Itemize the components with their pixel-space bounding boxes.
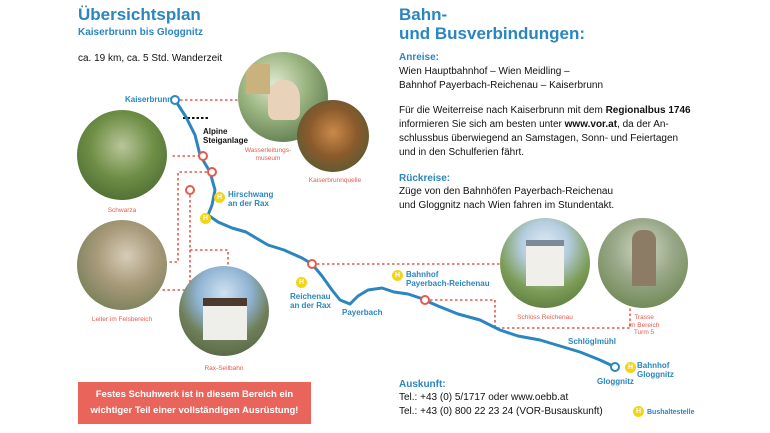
label-alpine: Alpine Steiganlage	[203, 127, 248, 145]
bus-stop-icon: H	[214, 192, 225, 203]
caption-rax: Rax-Seilbahn	[204, 365, 244, 372]
caption-schwarza: Schwarza	[107, 207, 137, 214]
plan-title: Übersichtsplan	[78, 5, 201, 24]
vor-link[interactable]: www.vor.at	[564, 119, 618, 130]
info-line: Für die Weiterreise nach Kaiserbrunn mit dem Regionalbus 1746	[399, 105, 691, 116]
warning-line: wichtiger Teil einer vollständigen Ausrüstung!	[90, 405, 299, 416]
photo-schwarza	[77, 110, 167, 200]
stop-alpine	[199, 152, 207, 160]
stop-payerbach	[421, 296, 429, 304]
rueckreise-line: und Gloggnitz nach Wien fahren im Stundentakt.	[399, 200, 615, 211]
rueckreise-line: Züge von den Bahnhöfen Payerbach-Reichenau	[399, 186, 614, 197]
photo-rax-seilbahn	[179, 266, 269, 356]
photo-leiter	[77, 220, 167, 310]
caption-leiter: Leiter im Felsbereich	[91, 316, 153, 323]
bus-stop-icon: H	[200, 213, 211, 224]
caption-quelle: Kaiserbrunnquelle	[308, 177, 362, 184]
info-line: informieren Sie sich am besten unter www.vor.at, da der An-	[399, 119, 669, 130]
footwear-warning	[78, 382, 311, 424]
bus-stop-icon: H	[625, 362, 636, 373]
info-line: und in den Schulferien fährt.	[399, 147, 525, 158]
bus-stop-icon: H	[296, 277, 307, 288]
caption-schloss: Schloss Reichenau	[517, 314, 573, 321]
anreise-line: Bahnhof Payerbach-Reichenau – Kaiserbrunn	[399, 80, 604, 91]
photo-trasse	[598, 218, 688, 308]
auskunft-heading: Auskunft:	[399, 379, 446, 390]
label-payerbach: Payerbach	[342, 308, 383, 317]
auskunft-line: Tel.: +43 (0) 800 22 23 24 (VOR-Busauskunft)	[399, 406, 603, 417]
anreise-line: Wien Hauptbahnhof – Wien Meidling –	[399, 66, 570, 77]
stop-reichenau	[308, 260, 316, 268]
label-bahnhof-gloggnitz: Bahnhof Gloggnitz	[637, 361, 674, 379]
label-bahnhof-pr: Bahnhof Payerbach-Reichenau	[406, 270, 490, 288]
bus-legend-label: Bushaltestelle	[647, 409, 695, 416]
caption-trasse: Trasse im Bereich Turm 5	[628, 314, 660, 336]
label-reichenau: Reichenau an der Rax	[290, 292, 331, 310]
label-schloeglmuehl: Schlöglmühl	[568, 337, 616, 346]
label-kaiserbrunn: Kaiserbrunn	[125, 95, 173, 104]
distance-text: ca. 19 km, ca. 5 Std. Wanderzeit	[78, 53, 223, 64]
plan-subtitle: Kaiserbrunn bis Gloggnitz	[78, 27, 204, 38]
caption-wasser: Wasserleitungs- museum	[244, 147, 292, 162]
label-gloggnitz: Gloggnitz	[597, 377, 634, 386]
warning-line: Festes Schuhwerk ist in diesem Bereich ein	[95, 389, 294, 400]
photo-schloss-reichenau	[500, 218, 590, 308]
label-hirschwang: Hirschwang an der Rax	[228, 190, 274, 208]
stop-schwarza	[208, 168, 216, 176]
connections-title-line2: und Busverbindungen:	[399, 24, 586, 43]
photo-kaiserbrunnquelle	[297, 100, 369, 172]
stop-kaiserbrunn	[171, 96, 179, 104]
bus-legend-icon: H	[633, 406, 644, 417]
rueckreise-heading: Rückreise:	[399, 173, 451, 184]
stop-gloggnitz	[611, 363, 619, 371]
bus-line-name: Regionalbus 1746	[605, 105, 691, 116]
anreise-heading: Anreise:	[399, 52, 440, 63]
auskunft-line: Tel.: +43 (0) 5/1717 oder www.oebb.at	[399, 392, 569, 403]
bus-stop-icon: H	[392, 270, 403, 281]
info-line: schlussbus überwiegend an Samstagen, Sonn- und Feiertagen	[399, 133, 679, 144]
connections-title-line1: Bahn-	[399, 5, 448, 24]
stop-leiter	[186, 186, 194, 194]
